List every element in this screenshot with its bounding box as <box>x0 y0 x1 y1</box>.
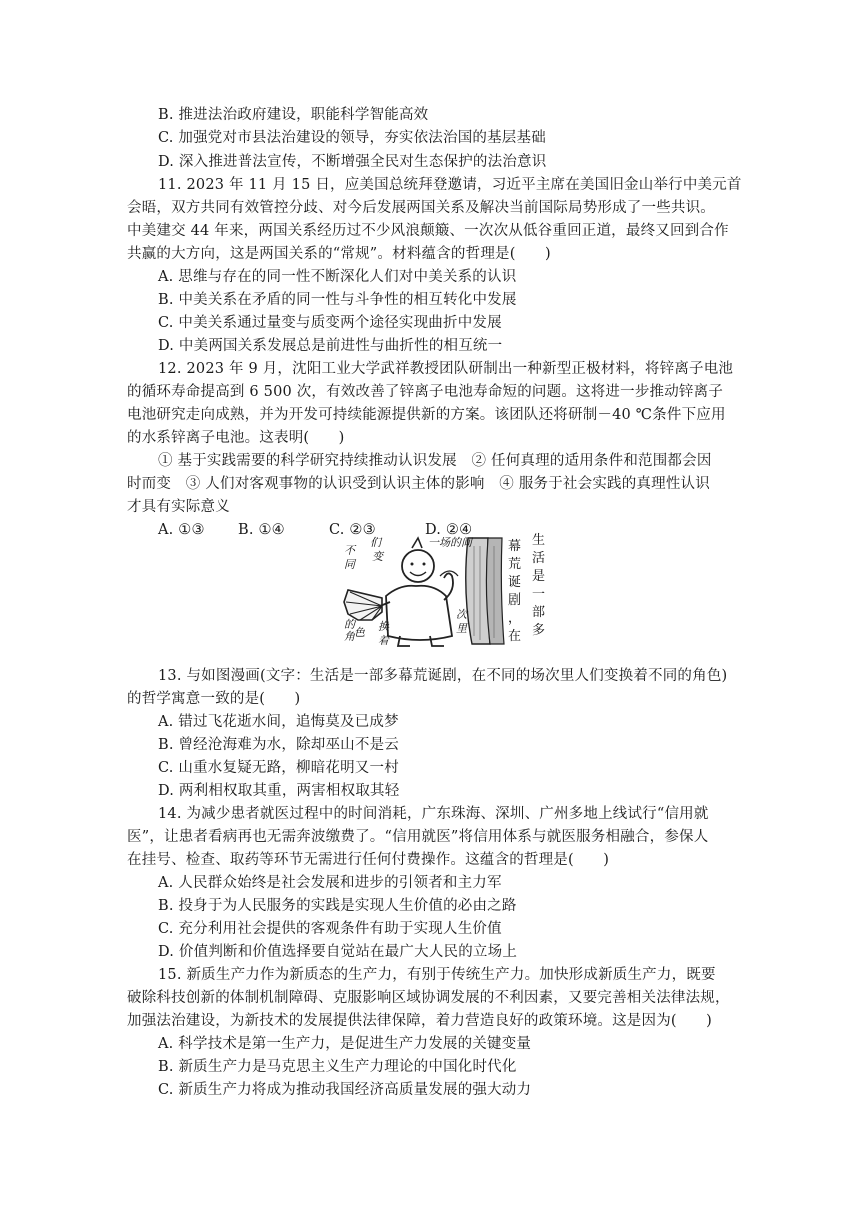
q11-option-c: C. 中美关系通过量变与质变两个途径实现曲折中发展 <box>158 315 502 331</box>
q10-option-c: C. 加强党对市县法治建设的领导，夯实依法治国的基层基础 <box>158 130 546 146</box>
cartoon-text-bottom-left-0: 的 <box>344 618 355 631</box>
cartoon-illustration <box>338 532 562 650</box>
curtain-right <box>486 538 504 644</box>
q14-stem-line-1: 14. 为减少患者就医过程中的时间消耗，广东珠海、深圳、广州多地上线试行“信用就 <box>158 806 709 822</box>
q12-statements-line-3: 才具有实际意义 <box>127 499 230 515</box>
cartoon-text-mid-3: 剧 <box>508 593 522 608</box>
q13-stem-line-2: 的哲学寓意一致的是( ) <box>127 691 301 707</box>
q13-option-b: B. 曾经沧海难为水，除却巫山不是云 <box>158 737 399 753</box>
cartoon-text-bottom-left-1: 角 <box>344 630 355 643</box>
q15-option-c: C. 新质生产力将成为推动我国经济高质量发展的强大动力 <box>158 1082 532 1098</box>
cartoon-text-left-b-1: 同 <box>344 558 355 571</box>
cartoon-text-left-a-0: 们 <box>370 536 381 549</box>
q11-option-d: D. 中美两国关系发展总是前进性与曲折性的相互统一 <box>158 338 503 354</box>
q14-option-c: C. 充分利用社会提供的客观条件有助于实现人生价值 <box>158 921 502 937</box>
cartoon-text-right-1: 活 <box>532 551 546 566</box>
cartoon-text-mid-4: ， <box>508 611 522 626</box>
q15-option-a: A. 科学技术是第一生产力，是促进生产力发展的关键变量 <box>158 1036 532 1052</box>
q11-stem-line-4: 共赢的大方向，这是两国关系的“常规”。材料蕴含的哲理是( ) <box>127 246 551 262</box>
cartoon-text-right-2: 是 <box>532 569 546 584</box>
q11-option-b: B. 中美关系在矛盾的同一性与斗争性的相互转化中发展 <box>158 292 517 308</box>
q12-choice-a: A. ①③ <box>158 522 205 538</box>
q11-stem-line-3: 中美建交 44 年来，两国关系经历过不少风浪颠簸、一次次从低谷重回正道，最终又回到合作 <box>127 223 729 239</box>
q14-option-d: D. 价值判断和价值选择要自觉站在最广大人民的立场上 <box>158 944 518 960</box>
q15-stem-line-2: 破除科技创新的体制机制障碍、克服影响区域协调发展的不利因素，又要完善相关法律法规， <box>127 990 730 1006</box>
cartoon-text-left-a-1: 变 <box>372 550 383 563</box>
q11-option-a: A. 思维与存在的同一性不断深化人们对中美关系的认识 <box>158 269 517 285</box>
q13-option-c: C. 山重水复疑无路，柳暗花明又一村 <box>158 760 399 776</box>
q13-option-a: A. 错过飞花逝水间，追悔莫及已成梦 <box>158 714 399 730</box>
cartoon-text-right-3: 一 <box>532 587 546 602</box>
character-head <box>402 550 434 582</box>
q12-stem-line-1: 12. 2023 年 9 月，沈阳工业大学武祥教授团队研制出一种新型正极材料，将锌离子电池 <box>158 361 734 377</box>
cartoon-text-mid-2: 诞 <box>508 575 522 590</box>
q13-stem-line-1: 13. 与如图漫画(文字：生活是一部多幕荒诞剧，在不同的场次里人们变换着不同的角色) <box>158 668 728 684</box>
q14-stem-line-2: 医”，让患者看病再也无需奔波缴费了。“信用就医”将信用体系与就医服务相融合，参保人 <box>127 829 709 845</box>
q11-stem-line-1: 11. 2023 年 11 月 15 日，应美国总统拜登邀请，习近平主席在美国旧金山举行中美元首 <box>158 177 742 193</box>
cartoon-text-mid-5: 在 <box>508 629 522 644</box>
q11-stem-line-2: 会晤，双方共同有效管控分歧、对今后发展两国关系及解决当前国际局势形成了一些共识。 <box>127 200 715 216</box>
cartoon-text-mid-0: 幕 <box>508 539 522 554</box>
q12-statements-line-2: 时而变 ③ 人们对客观事物的认识受到认识主体的影响 ④ 服务于社会实践的真理性认识 <box>127 476 710 492</box>
q14-option-a: A. 人民群众始终是社会发展和进步的引领者和主力军 <box>158 875 502 891</box>
q12-choice-b: B. ①④ <box>238 522 285 538</box>
q12-stem-line-2: 的循环寿命提高到 6 500 次，有效改善了锌离子电池寿命短的问题。这将进一步推动锌离子 <box>127 384 724 400</box>
cartoon-text-bottom-mid-0: 换 <box>378 620 389 633</box>
cartoon-text-bottom-left-2: 色 <box>354 626 365 639</box>
q12-statements-line-1: ① 基于实践需要的科学研究持续推动认识发展 ② 任何真理的适用条件和范围都会因 <box>158 453 712 469</box>
cartoon-text-left-b-0: 不 <box>344 544 355 557</box>
cartoon-text-curtain-1: 里 <box>456 622 467 635</box>
cartoon-text-mid-1: 荒 <box>508 557 522 572</box>
q12-stem-line-3: 电池研究走向成熟，并为开发可持续能源提供新的方案。该团队还将研制－40 ℃条件下应用 <box>127 407 726 423</box>
q15-stem-line-3: 加强法治建设，为新技术的发展提供法律保障，着力营造良好的政策环境。这是因为( ) <box>127 1013 713 1029</box>
cartoon-text-right-5: 多 <box>532 623 546 638</box>
cartoon-text-curtain-0: 次 <box>456 608 467 621</box>
q13-option-d: D. 两利相权取其重，两害相权取其轻 <box>158 783 400 799</box>
cartoon-text-right-0: 生 <box>532 533 546 548</box>
cartoon-text-bottom-mid-1: 着 <box>378 634 389 647</box>
q14-option-b: B. 投身于为人民服务的实践是实现人生价值的必由之路 <box>158 898 517 914</box>
q12-choice-d: D. ②④ <box>425 522 473 538</box>
q15-stem-line-1: 15. 新质生产力作为新质态的生产力，有别于传统生产力。加快形成新质生产力，既要 <box>158 967 716 983</box>
q12-stem-line-4: 的水系锌离子电池。这表明( ) <box>127 430 345 446</box>
q10-option-d: D. 深入推进普法宣传，不断增强全民对生态保护的法治意识 <box>158 154 547 170</box>
q15-option-b: B. 新质生产力是马克思主义生产力理论的中国化时代化 <box>158 1059 517 1075</box>
character-body <box>386 586 452 640</box>
cartoon-text-top: 一场的间 <box>428 536 472 549</box>
q14-stem-line-3: 在挂号、检查、取药等环节无需进行任何付费操作。这蕴含的哲理是( ) <box>127 852 610 868</box>
cartoon-text-right-4: 部 <box>532 605 546 620</box>
q12-choice-c: C. ②③ <box>329 522 376 538</box>
q10-option-b: B. 推进法治政府建设，职能科学智能高效 <box>158 107 429 123</box>
